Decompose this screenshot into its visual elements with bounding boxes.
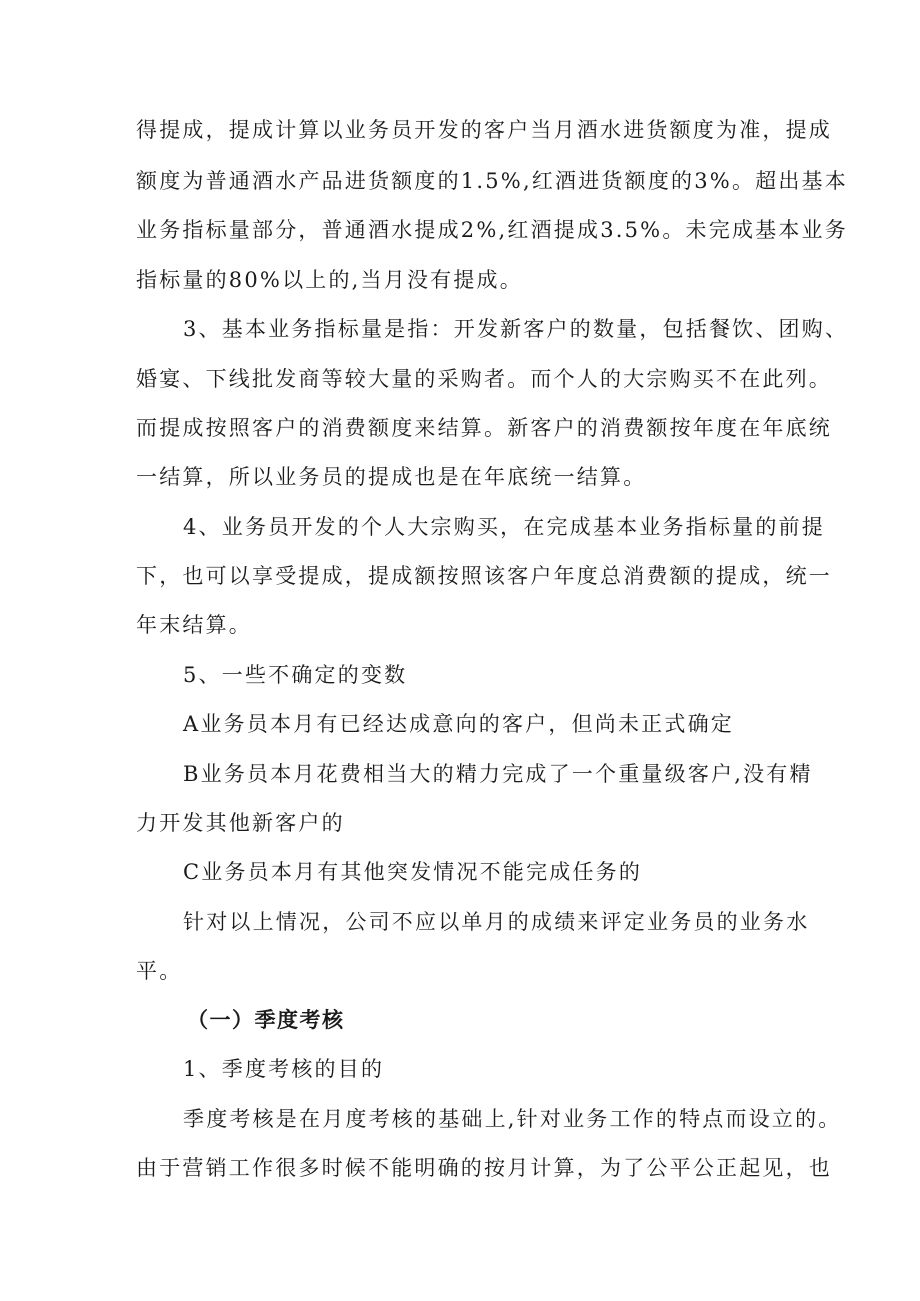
section-heading: （一）季度考核	[187, 1007, 345, 1032]
paragraph-line: B业务员本月花费相当大的精力完成了一个重量级客户,没有精	[183, 762, 813, 786]
paragraph-line: C业务员本月有其他突发情况不能完成任务的	[183, 860, 643, 884]
paragraph-line: 力开发其他新客户的	[136, 811, 345, 835]
paragraph-line: 而提成按照客户的消费额度来结算。新客户的消费额按年度在年底统	[136, 416, 832, 440]
paragraph-line: 业务指标量部分，普通酒水提成2%,红酒提成3.5%。未完成基本业务	[136, 218, 848, 242]
paragraph-line: 季度考核是在月度考核的基础上,针对业务工作的特点而设立的。	[183, 1107, 842, 1131]
paragraph-line: 平。	[136, 959, 183, 983]
paragraph-line: 一结算，所以业务员的提成也是在年底统一结算。	[136, 465, 647, 489]
paragraph-line: 5、一些不确定的变数	[183, 663, 408, 687]
paragraph-line: 3、基本业务指标量是指：开发新客户的数量，包括餐饮、团购、	[183, 317, 849, 341]
paragraph-line: 指标量的80%以上的,当月没有提成。	[136, 268, 523, 292]
paragraph-line: 婚宴、下线批发商等较大量的采购者。而个人的大宗购买不在此列。	[136, 367, 832, 391]
paragraph-line: A业务员本月有已经达成意向的客户，但尚未正式确定	[183, 712, 734, 736]
paragraph-line: 由于营销工作很多时候不能明确的按月计算，为了公平公正起见，也	[136, 1156, 832, 1180]
paragraph-line: 得提成，提成计算以业务员开发的客户当月酒水进货额度为准，提成	[136, 118, 832, 142]
paragraph-line: 1、季度考核的目的	[183, 1057, 385, 1081]
paragraph-line: 额度为普通酒水产品进货额度的1.5%,红酒进货额度的3%。超出基本	[136, 169, 848, 193]
paragraph-line: 4、业务员开发的个人大宗购买，在完成基本业务指标量的前提	[183, 515, 825, 539]
paragraph-line: 年末结算。	[136, 613, 252, 637]
paragraph-line: 下，也可以享受提成，提成额按照该客户年度总消费额的提成，统一	[136, 564, 832, 588]
paragraph-line: 针对以上情况，公司不应以单月的成绩来评定业务员的业务水	[183, 910, 810, 934]
